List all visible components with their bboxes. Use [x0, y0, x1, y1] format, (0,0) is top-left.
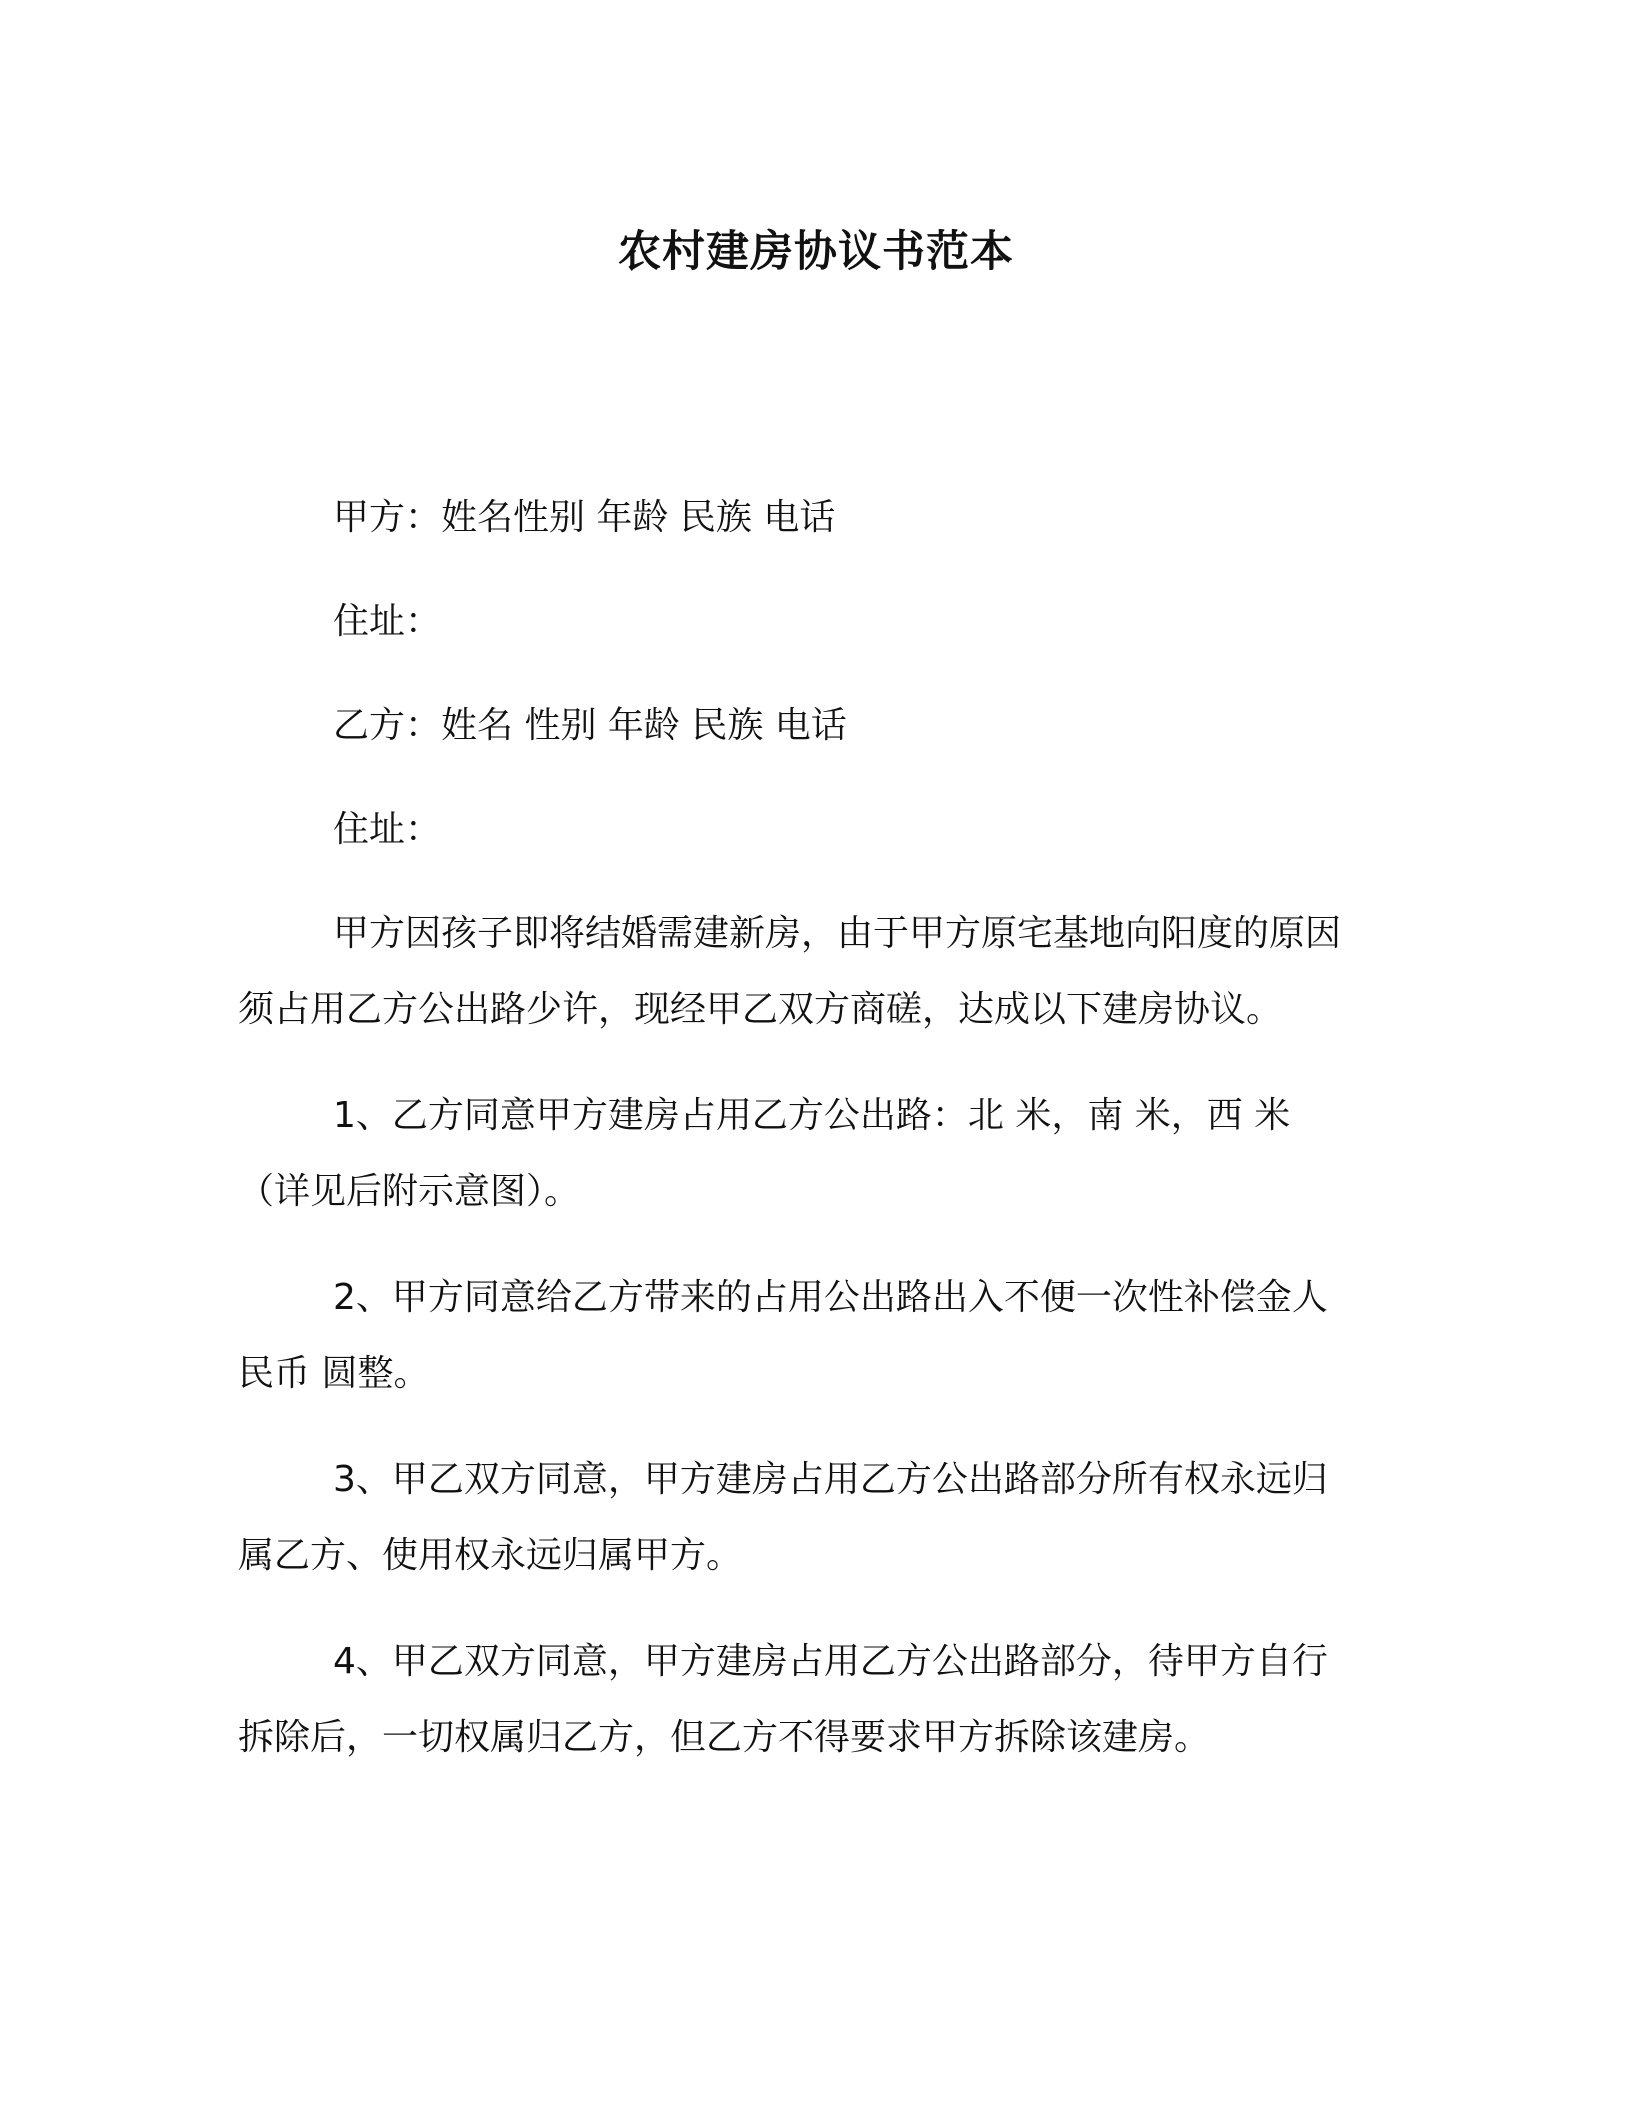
clause-3-line-2: 属乙方、使用权永远归属甲方。 — [238, 1535, 743, 1576]
intro-paragraph-line-1: 甲方因孩子即将结婚需建新房，由于甲方原宅基地向阳度的原因 — [333, 913, 1342, 954]
party-a-address: 住址： — [333, 601, 442, 642]
intro-paragraph-line-2: 须占用乙方公出路少许，现经甲乙双方商磋，达成以下建房协议。 — [238, 989, 1283, 1030]
clause-2-line-1: 2、甲方同意给乙方带来的占用公出路出入不便一次性补偿金人 — [333, 1277, 1328, 1318]
document-title: 农村建房协议书范本 — [618, 227, 1014, 277]
party-a-info: 甲方：姓名性别 年龄 民族 电话 — [333, 497, 836, 538]
clause-3-line-1: 3、甲乙双方同意，甲方建房占用乙方公出路部分所有权永远归 — [333, 1459, 1328, 1500]
clause-2-line-2: 民币 圆整。 — [238, 1353, 430, 1394]
clause-1-line-1: 1、乙方同意甲方建房占用乙方公出路：北 米，南 米，西 米 — [333, 1095, 1291, 1136]
clause-4-line-1: 4、甲乙双方同意，甲方建房占用乙方公出路部分，待甲方自行 — [333, 1641, 1328, 1682]
party-b-address: 住址： — [333, 809, 442, 850]
clause-1-line-2: （详见后附示意图）。 — [238, 1171, 581, 1212]
clause-4-line-2: 拆除后，一切权属归乙方，但乙方不得要求甲方拆除该建房。 — [238, 1717, 1211, 1758]
party-b-info: 乙方：姓名 性别 年龄 民族 电话 — [333, 705, 847, 746]
